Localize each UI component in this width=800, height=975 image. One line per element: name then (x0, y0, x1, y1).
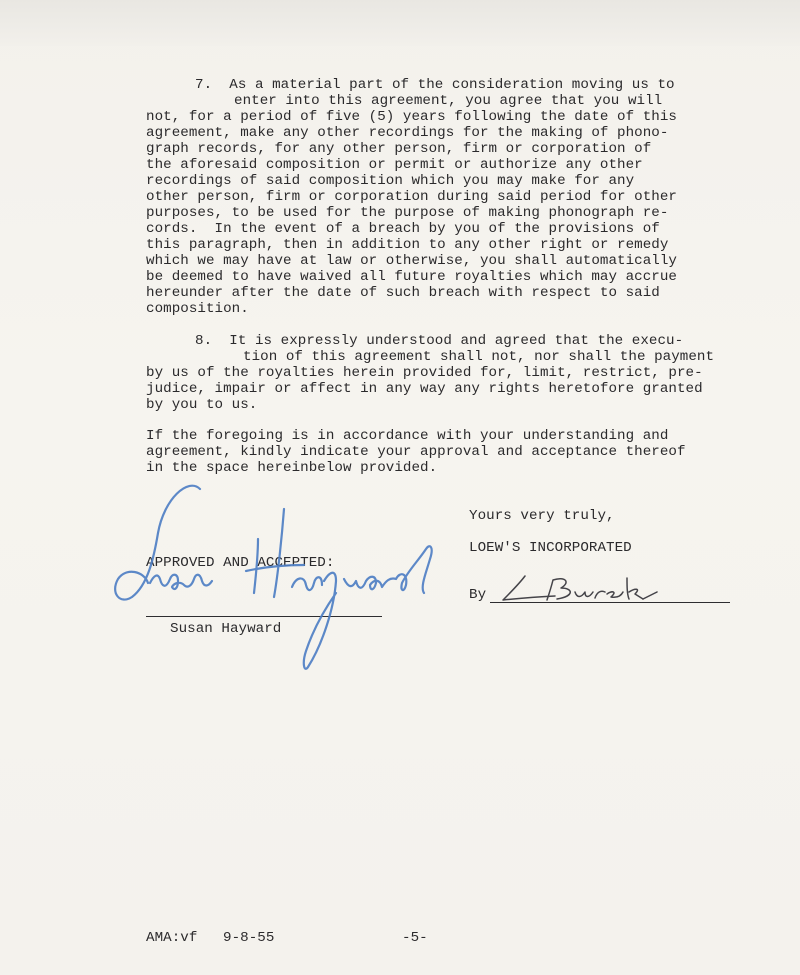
closing-line: If the foregoing is in accordance with your understanding and (146, 428, 669, 444)
paragraph-7-line: purposes, to be used for the purpose of making phonograph re- (146, 205, 669, 221)
closing-salutation: Yours very truly, (469, 508, 615, 524)
paragraph-7-line: other person, firm or corporation during said period for other (146, 189, 677, 205)
paragraph-7-line: the aforesaid composition or permit or authorize any other (146, 157, 643, 173)
page-number: -5- (402, 930, 428, 946)
paragraph-8-line: tion of this agreement shall not, nor shall the payment (243, 349, 715, 365)
paragraph-8-line: by you to us. (146, 397, 258, 413)
paragraph-7-line: not, for a period of five (5) years following the date of this (146, 109, 677, 125)
page-top-shadow (0, 0, 800, 46)
company-name: LOEW'S INCORPORATED (469, 540, 632, 556)
paragraph-7-line: graph records, for any other person, firm or corporation of (146, 141, 652, 157)
paragraph-7-line: agreement, make any other recordings for the making of phono- (146, 125, 669, 141)
paragraph-7-line: 7. As a material part of the consideration moving us to (195, 77, 675, 93)
paragraph-8-line: judice, impair or affect in any way any rights heretofore granted (146, 381, 703, 397)
footer-reference: AMA:vf (146, 930, 198, 946)
closing-line: agreement, kindly indicate your approval and acceptance thereof (146, 444, 686, 460)
signer-signature (108, 475, 448, 675)
approved-accepted-label: APPROVED AND ACCEPTED: (146, 555, 335, 571)
by-label: By (469, 587, 487, 603)
paragraph-7-line: be deemed to have waived all future royalties which may accrue (146, 269, 677, 285)
paragraph-7-line: cords. In the event of a breach by you of the provisions of (146, 221, 660, 237)
closing-line: in the space hereinbelow provided. (146, 460, 438, 476)
paragraph-7-line: composition. (146, 301, 249, 317)
paragraph-7-line: this paragraph, then in addition to any other right or remedy (146, 237, 669, 253)
company-signature (495, 570, 675, 610)
paragraph-7-line: enter into this agreement, you agree that you will (234, 93, 663, 109)
paragraph-7-line: recordings of said composition which you may make for any (146, 173, 635, 189)
signer-name: Susan Hayward (170, 621, 282, 637)
footer-date: 9-8-55 (223, 930, 275, 946)
paragraph-8-line: 8. It is expressly understood and agreed that the execu- (195, 333, 684, 349)
paragraph-7-line: which we may have at law or otherwise, you shall automatically (146, 253, 677, 269)
paragraph-7-line: hereunder after the date of such breach with respect to said (146, 285, 660, 301)
paragraph-8-line: by us of the royalties herein provided for, limit, restrict, pre- (146, 365, 703, 381)
